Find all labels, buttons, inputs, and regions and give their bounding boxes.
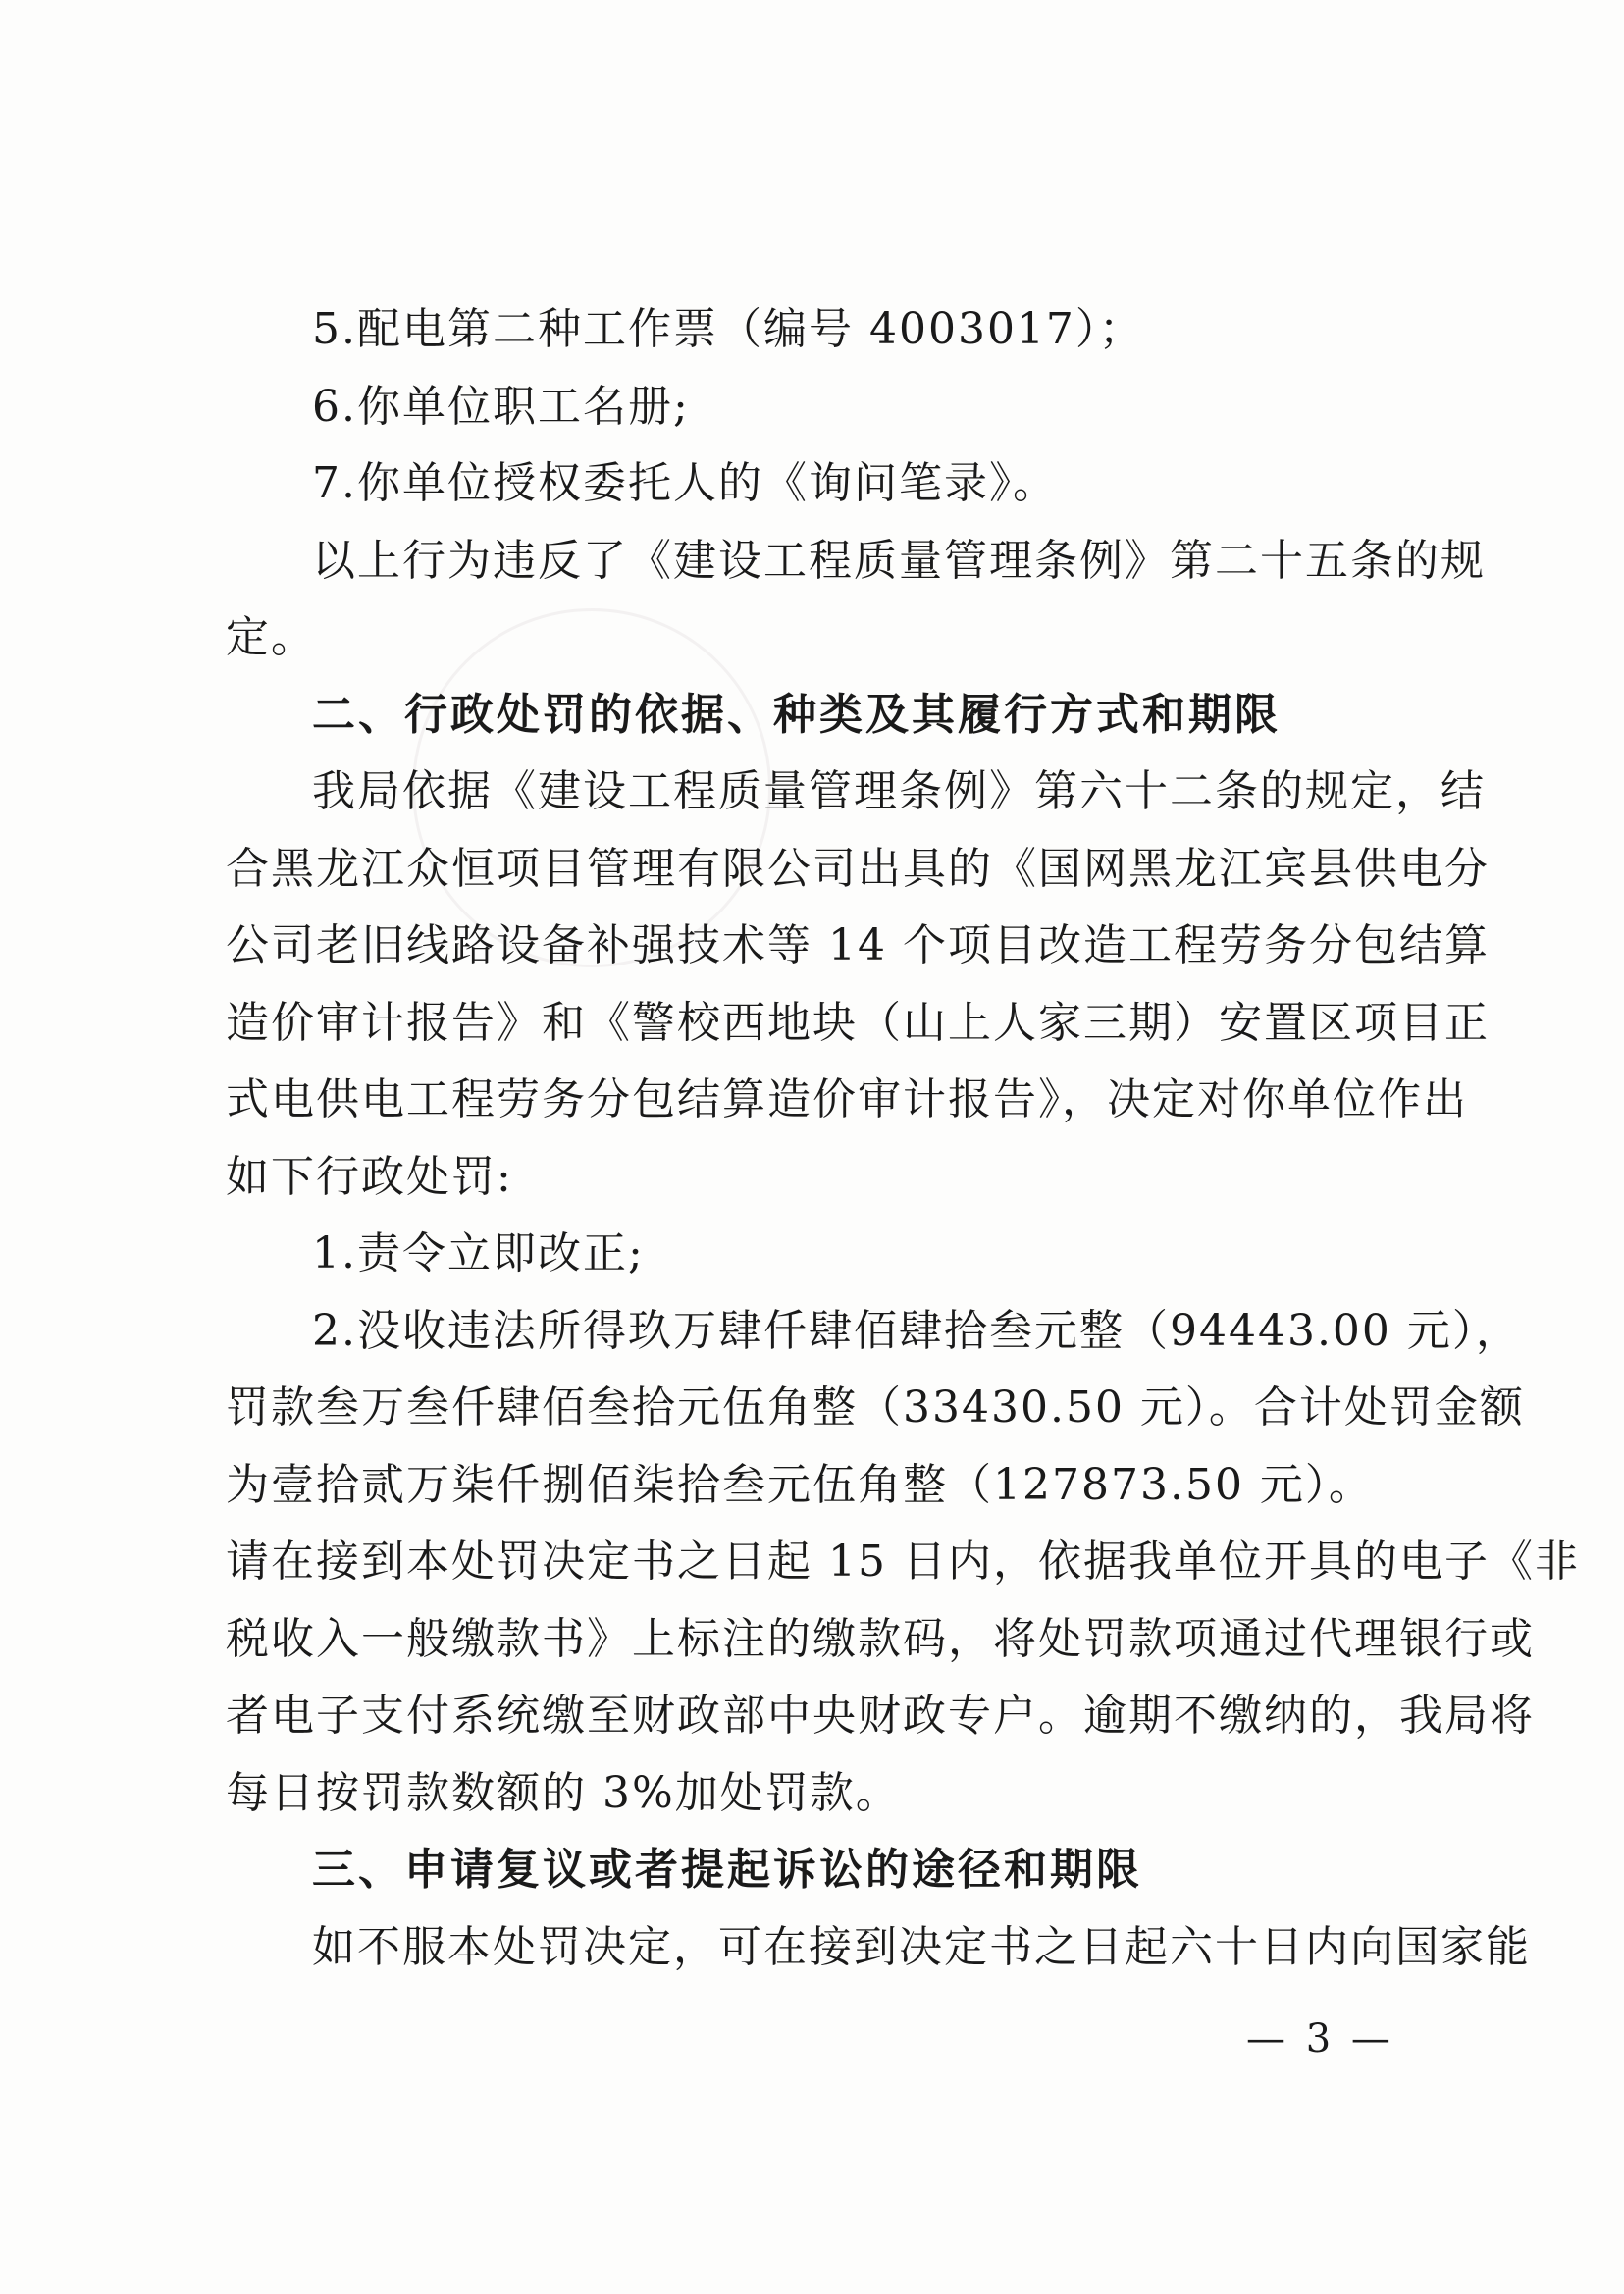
paragraph-line: 我局依据《建设工程质量管理条例》第六十二条的规定，结 bbox=[312, 766, 1486, 816]
paragraph-line: 税收入一般缴款书》上标注的缴款码，将处罚款项通过代理银行或 bbox=[226, 1614, 1535, 1664]
paragraph-line: 者电子支付系统缴至财政部中央财政专户。逾期不缴纳的，我局将 bbox=[226, 1691, 1535, 1741]
list-item-5: 5.配电第二种工作票（编号 4003017）； bbox=[312, 304, 1144, 354]
paragraph-line: 以上行为违反了《建设工程质量管理条例》第二十五条的规 bbox=[312, 536, 1486, 586]
paragraph-line: 为壹拾贰万柒仟捌佰柒拾叁元伍角整（127873.50 元）。 bbox=[226, 1460, 1374, 1510]
list-item-7: 7.你单位授权委托人的《询问笔录》。 bbox=[312, 458, 1058, 508]
section-heading-2: 二、行政处罚的依据、种类及其履行方式和期限 bbox=[312, 690, 1281, 740]
paragraph-line: 每日按罚款数额的 3%加处罚款。 bbox=[226, 1768, 901, 1818]
paragraph-line: 请在接到本处罚决定书之日起 15 日内，依据我单位开具的电子《非 bbox=[226, 1537, 1580, 1587]
paragraph-line: 造价审计报告》和《警校西地块（山上人家三期）安置区项目正 bbox=[226, 998, 1490, 1048]
list-item-6: 6.你单位职工名册; bbox=[312, 382, 690, 432]
paragraph-line: 公司老旧线路设备补强技术等 14 个项目改造工程劳务分包结算 bbox=[226, 920, 1490, 970]
page-number: — 3 — bbox=[1246, 2016, 1394, 2061]
paragraph-line: 式电供电工程劳务分包结算造价审计报告》，决定对你单位作出 bbox=[226, 1074, 1468, 1124]
paragraph-line: 如不服本处罚决定，可在接到决定书之日起六十日内向国家能 bbox=[312, 1922, 1531, 1972]
penalty-item-2: 2.没收违法所得玖万肆仟肆佰肆拾叁元整（94443.00 元）， bbox=[312, 1306, 1521, 1356]
paragraph-line: 定。 bbox=[226, 612, 316, 662]
paragraph-line: 如下行政处罚: bbox=[226, 1152, 513, 1202]
paragraph-line: 罚款叁万叁仟肆佰叁拾元伍角整（33430.50 元）。合计处罚金额 bbox=[226, 1382, 1525, 1433]
section-heading-3: 三、申请复议或者提起诉讼的途径和期限 bbox=[312, 1845, 1142, 1895]
penalty-item-1: 1.责令立即改正; bbox=[312, 1228, 645, 1278]
paragraph-line: 合黑龙江众恒项目管理有限公司出具的《国网黑龙江宾县供电分 bbox=[226, 844, 1490, 894]
